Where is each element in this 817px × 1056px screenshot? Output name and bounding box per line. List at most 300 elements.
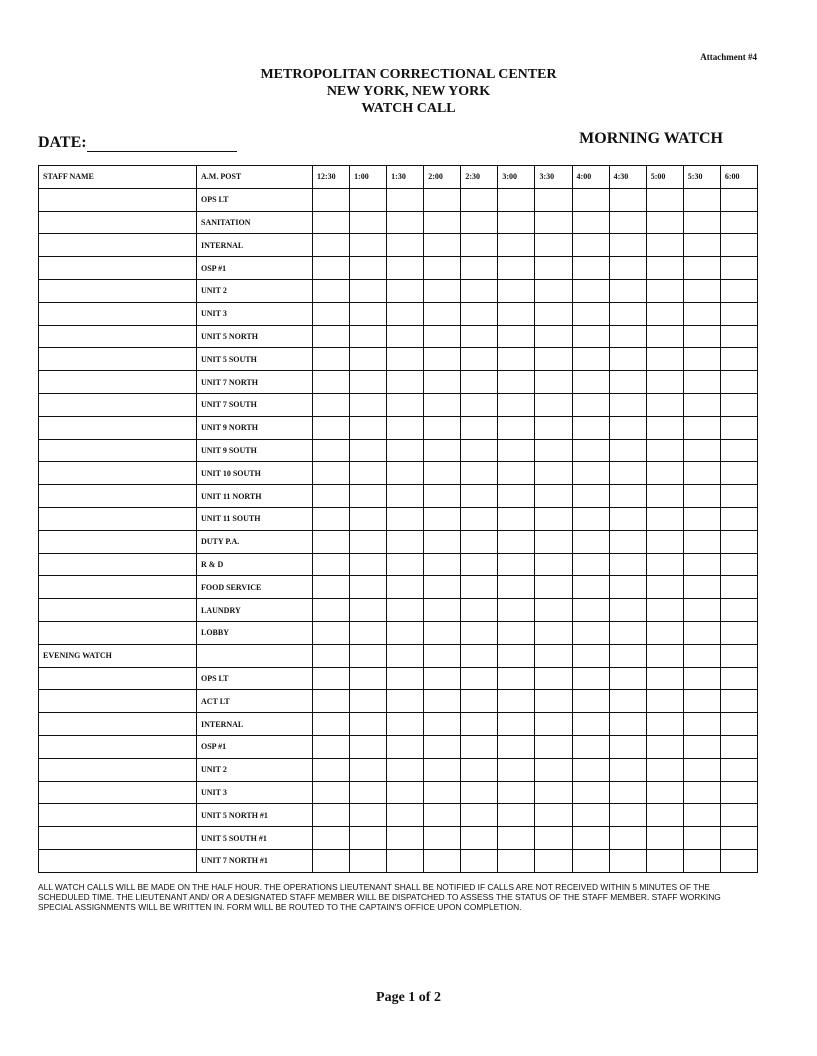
time-check-cell[interactable] xyxy=(646,553,683,576)
time-check-cell[interactable] xyxy=(350,690,387,713)
time-check-cell[interactable] xyxy=(720,735,757,758)
time-check-cell[interactable] xyxy=(387,530,424,553)
time-check-cell[interactable] xyxy=(387,827,424,850)
time-check-cell[interactable] xyxy=(350,553,387,576)
time-check-cell[interactable] xyxy=(572,599,609,622)
time-check-cell[interactable] xyxy=(609,690,646,713)
time-check-cell[interactable] xyxy=(535,279,572,302)
time-check-cell[interactable] xyxy=(535,439,572,462)
time-check-cell[interactable] xyxy=(646,713,683,736)
time-check-cell[interactable] xyxy=(350,234,387,257)
time-check-cell[interactable] xyxy=(683,690,720,713)
time-check-cell[interactable] xyxy=(535,371,572,394)
staff-name-cell[interactable] xyxy=(39,416,197,439)
time-check-cell[interactable] xyxy=(424,416,461,439)
time-check-cell[interactable] xyxy=(683,530,720,553)
time-check-cell[interactable] xyxy=(461,257,498,280)
time-check-cell[interactable] xyxy=(424,804,461,827)
time-check-cell[interactable] xyxy=(572,553,609,576)
time-check-cell[interactable] xyxy=(609,325,646,348)
time-check-cell[interactable] xyxy=(313,393,350,416)
time-check-cell[interactable] xyxy=(535,621,572,644)
staff-name-cell[interactable] xyxy=(39,211,197,234)
time-check-cell[interactable] xyxy=(646,416,683,439)
time-check-cell[interactable] xyxy=(535,257,572,280)
time-check-cell[interactable] xyxy=(498,416,535,439)
time-check-cell[interactable] xyxy=(461,849,498,872)
time-check-cell[interactable] xyxy=(461,667,498,690)
time-check-cell[interactable] xyxy=(609,644,646,667)
time-check-cell[interactable] xyxy=(535,690,572,713)
time-check-cell[interactable] xyxy=(461,781,498,804)
time-check-cell[interactable] xyxy=(498,621,535,644)
time-check-cell[interactable] xyxy=(646,690,683,713)
time-check-cell[interactable] xyxy=(572,257,609,280)
time-check-cell[interactable] xyxy=(720,781,757,804)
time-check-cell[interactable] xyxy=(609,416,646,439)
time-check-cell[interactable] xyxy=(498,393,535,416)
staff-name-cell[interactable] xyxy=(39,234,197,257)
time-check-cell[interactable] xyxy=(387,644,424,667)
time-check-cell[interactable] xyxy=(424,279,461,302)
time-check-cell[interactable] xyxy=(683,416,720,439)
time-check-cell[interactable] xyxy=(387,599,424,622)
time-check-cell[interactable] xyxy=(350,485,387,508)
time-check-cell[interactable] xyxy=(646,485,683,508)
time-check-cell[interactable] xyxy=(387,211,424,234)
time-check-cell[interactable] xyxy=(350,576,387,599)
time-check-cell[interactable] xyxy=(720,188,757,211)
time-check-cell[interactable] xyxy=(535,211,572,234)
time-check-cell[interactable] xyxy=(387,188,424,211)
time-check-cell[interactable] xyxy=(683,553,720,576)
staff-name-cell[interactable] xyxy=(39,553,197,576)
time-check-cell[interactable] xyxy=(720,690,757,713)
time-check-cell[interactable] xyxy=(387,348,424,371)
time-check-cell[interactable] xyxy=(387,576,424,599)
time-check-cell[interactable] xyxy=(683,849,720,872)
time-check-cell[interactable] xyxy=(387,735,424,758)
time-check-cell[interactable] xyxy=(720,827,757,850)
time-check-cell[interactable] xyxy=(498,302,535,325)
time-check-cell[interactable] xyxy=(683,279,720,302)
time-check-cell[interactable] xyxy=(461,576,498,599)
time-check-cell[interactable] xyxy=(720,257,757,280)
time-check-cell[interactable] xyxy=(461,416,498,439)
time-check-cell[interactable] xyxy=(313,690,350,713)
staff-name-cell[interactable] xyxy=(39,257,197,280)
time-check-cell[interactable] xyxy=(720,507,757,530)
time-check-cell[interactable] xyxy=(683,735,720,758)
time-check-cell[interactable] xyxy=(498,348,535,371)
time-check-cell[interactable] xyxy=(498,781,535,804)
time-check-cell[interactable] xyxy=(683,507,720,530)
time-check-cell[interactable] xyxy=(572,325,609,348)
time-check-cell[interactable] xyxy=(535,188,572,211)
time-check-cell[interactable] xyxy=(683,371,720,394)
time-check-cell[interactable] xyxy=(350,462,387,485)
time-check-cell[interactable] xyxy=(424,348,461,371)
time-check-cell[interactable] xyxy=(424,507,461,530)
time-check-cell[interactable] xyxy=(683,599,720,622)
time-check-cell[interactable] xyxy=(535,804,572,827)
time-check-cell[interactable] xyxy=(313,804,350,827)
time-check-cell[interactable] xyxy=(720,234,757,257)
time-check-cell[interactable] xyxy=(498,713,535,736)
time-check-cell[interactable] xyxy=(646,827,683,850)
time-check-cell[interactable] xyxy=(461,371,498,394)
time-check-cell[interactable] xyxy=(313,325,350,348)
time-check-cell[interactable] xyxy=(350,530,387,553)
time-check-cell[interactable] xyxy=(461,485,498,508)
time-check-cell[interactable] xyxy=(720,804,757,827)
time-check-cell[interactable] xyxy=(350,439,387,462)
time-check-cell[interactable] xyxy=(535,667,572,690)
time-check-cell[interactable] xyxy=(535,781,572,804)
time-check-cell[interactable] xyxy=(720,302,757,325)
time-check-cell[interactable] xyxy=(646,667,683,690)
time-check-cell[interactable] xyxy=(720,439,757,462)
time-check-cell[interactable] xyxy=(387,439,424,462)
time-check-cell[interactable] xyxy=(313,302,350,325)
time-check-cell[interactable] xyxy=(572,188,609,211)
time-check-cell[interactable] xyxy=(535,234,572,257)
time-check-cell[interactable] xyxy=(646,234,683,257)
time-check-cell[interactable] xyxy=(535,393,572,416)
time-check-cell[interactable] xyxy=(609,439,646,462)
time-check-cell[interactable] xyxy=(498,690,535,713)
time-check-cell[interactable] xyxy=(350,667,387,690)
time-check-cell[interactable] xyxy=(720,713,757,736)
time-check-cell[interactable] xyxy=(572,393,609,416)
time-check-cell[interactable] xyxy=(683,667,720,690)
time-check-cell[interactable] xyxy=(572,576,609,599)
time-check-cell[interactable] xyxy=(609,781,646,804)
time-check-cell[interactable] xyxy=(424,302,461,325)
time-check-cell[interactable] xyxy=(683,439,720,462)
time-check-cell[interactable] xyxy=(350,279,387,302)
time-check-cell[interactable] xyxy=(609,758,646,781)
time-check-cell[interactable] xyxy=(683,644,720,667)
time-check-cell[interactable] xyxy=(424,827,461,850)
time-check-cell[interactable] xyxy=(498,849,535,872)
time-check-cell[interactable] xyxy=(683,302,720,325)
time-check-cell[interactable] xyxy=(350,735,387,758)
staff-name-cell[interactable] xyxy=(39,758,197,781)
time-check-cell[interactable] xyxy=(350,644,387,667)
time-check-cell[interactable] xyxy=(572,416,609,439)
staff-name-cell[interactable] xyxy=(39,690,197,713)
time-check-cell[interactable] xyxy=(424,758,461,781)
time-check-cell[interactable] xyxy=(720,462,757,485)
time-check-cell[interactable] xyxy=(498,599,535,622)
time-check-cell[interactable] xyxy=(683,781,720,804)
time-check-cell[interactable] xyxy=(572,485,609,508)
staff-name-cell[interactable] xyxy=(39,279,197,302)
time-check-cell[interactable] xyxy=(535,325,572,348)
time-check-cell[interactable] xyxy=(461,804,498,827)
time-check-cell[interactable] xyxy=(498,553,535,576)
time-check-cell[interactable] xyxy=(313,439,350,462)
time-check-cell[interactable] xyxy=(461,690,498,713)
time-check-cell[interactable] xyxy=(313,257,350,280)
time-check-cell[interactable] xyxy=(609,234,646,257)
time-check-cell[interactable] xyxy=(720,325,757,348)
time-check-cell[interactable] xyxy=(720,485,757,508)
time-check-cell[interactable] xyxy=(646,849,683,872)
staff-name-cell[interactable] xyxy=(39,713,197,736)
time-check-cell[interactable] xyxy=(646,371,683,394)
time-check-cell[interactable] xyxy=(609,302,646,325)
time-check-cell[interactable] xyxy=(387,257,424,280)
time-check-cell[interactable] xyxy=(424,485,461,508)
time-check-cell[interactable] xyxy=(683,188,720,211)
time-check-cell[interactable] xyxy=(350,827,387,850)
time-check-cell[interactable] xyxy=(424,211,461,234)
time-check-cell[interactable] xyxy=(461,348,498,371)
time-check-cell[interactable] xyxy=(646,348,683,371)
time-check-cell[interactable] xyxy=(572,849,609,872)
time-check-cell[interactable] xyxy=(609,827,646,850)
time-check-cell[interactable] xyxy=(350,257,387,280)
time-check-cell[interactable] xyxy=(313,211,350,234)
time-check-cell[interactable] xyxy=(424,530,461,553)
time-check-cell[interactable] xyxy=(535,553,572,576)
time-check-cell[interactable] xyxy=(387,485,424,508)
time-check-cell[interactable] xyxy=(461,735,498,758)
time-check-cell[interactable] xyxy=(387,371,424,394)
time-check-cell[interactable] xyxy=(350,325,387,348)
time-check-cell[interactable] xyxy=(461,713,498,736)
time-check-cell[interactable] xyxy=(313,530,350,553)
time-check-cell[interactable] xyxy=(498,211,535,234)
time-check-cell[interactable] xyxy=(572,530,609,553)
time-check-cell[interactable] xyxy=(572,644,609,667)
time-check-cell[interactable] xyxy=(461,621,498,644)
time-check-cell[interactable] xyxy=(609,507,646,530)
time-check-cell[interactable] xyxy=(424,393,461,416)
time-check-cell[interactable] xyxy=(535,849,572,872)
time-check-cell[interactable] xyxy=(424,849,461,872)
time-check-cell[interactable] xyxy=(646,507,683,530)
time-check-cell[interactable] xyxy=(683,621,720,644)
time-check-cell[interactable] xyxy=(572,667,609,690)
time-check-cell[interactable] xyxy=(535,416,572,439)
time-check-cell[interactable] xyxy=(424,576,461,599)
time-check-cell[interactable] xyxy=(313,599,350,622)
time-check-cell[interactable] xyxy=(424,713,461,736)
time-check-cell[interactable] xyxy=(535,302,572,325)
time-check-cell[interactable] xyxy=(609,530,646,553)
time-check-cell[interactable] xyxy=(424,257,461,280)
time-check-cell[interactable] xyxy=(683,348,720,371)
time-check-cell[interactable] xyxy=(683,325,720,348)
time-check-cell[interactable] xyxy=(646,257,683,280)
time-check-cell[interactable] xyxy=(609,485,646,508)
time-check-cell[interactable] xyxy=(424,553,461,576)
time-check-cell[interactable] xyxy=(387,690,424,713)
time-check-cell[interactable] xyxy=(535,758,572,781)
time-check-cell[interactable] xyxy=(646,644,683,667)
staff-name-cell[interactable] xyxy=(39,530,197,553)
staff-name-cell[interactable] xyxy=(39,849,197,872)
time-check-cell[interactable] xyxy=(387,234,424,257)
time-check-cell[interactable] xyxy=(350,302,387,325)
time-check-cell[interactable] xyxy=(350,393,387,416)
time-check-cell[interactable] xyxy=(720,279,757,302)
time-check-cell[interactable] xyxy=(572,781,609,804)
time-check-cell[interactable] xyxy=(646,758,683,781)
time-check-cell[interactable] xyxy=(350,599,387,622)
staff-name-cell[interactable] xyxy=(39,462,197,485)
time-check-cell[interactable] xyxy=(461,599,498,622)
time-check-cell[interactable] xyxy=(498,439,535,462)
time-check-cell[interactable] xyxy=(461,279,498,302)
time-check-cell[interactable] xyxy=(572,348,609,371)
time-check-cell[interactable] xyxy=(313,553,350,576)
time-check-cell[interactable] xyxy=(461,827,498,850)
time-check-cell[interactable] xyxy=(535,530,572,553)
time-check-cell[interactable] xyxy=(498,279,535,302)
time-check-cell[interactable] xyxy=(646,576,683,599)
time-check-cell[interactable] xyxy=(313,462,350,485)
time-check-cell[interactable] xyxy=(461,530,498,553)
time-check-cell[interactable] xyxy=(424,462,461,485)
time-check-cell[interactable] xyxy=(720,553,757,576)
time-check-cell[interactable] xyxy=(498,827,535,850)
time-check-cell[interactable] xyxy=(498,804,535,827)
time-check-cell[interactable] xyxy=(683,462,720,485)
time-check-cell[interactable] xyxy=(572,713,609,736)
staff-name-cell[interactable] xyxy=(39,302,197,325)
staff-name-cell[interactable] xyxy=(39,188,197,211)
time-check-cell[interactable] xyxy=(535,462,572,485)
time-check-cell[interactable] xyxy=(646,530,683,553)
time-check-cell[interactable] xyxy=(387,507,424,530)
staff-name-cell[interactable] xyxy=(39,325,197,348)
time-check-cell[interactable] xyxy=(720,621,757,644)
staff-name-cell[interactable] xyxy=(39,804,197,827)
time-check-cell[interactable] xyxy=(350,804,387,827)
time-check-cell[interactable] xyxy=(609,621,646,644)
time-check-cell[interactable] xyxy=(535,713,572,736)
time-check-cell[interactable] xyxy=(646,325,683,348)
time-check-cell[interactable] xyxy=(609,348,646,371)
time-check-cell[interactable] xyxy=(387,621,424,644)
time-check-cell[interactable] xyxy=(646,393,683,416)
time-check-cell[interactable] xyxy=(313,576,350,599)
time-check-cell[interactable] xyxy=(424,690,461,713)
time-check-cell[interactable] xyxy=(498,485,535,508)
time-check-cell[interactable] xyxy=(313,371,350,394)
time-check-cell[interactable] xyxy=(572,827,609,850)
time-check-cell[interactable] xyxy=(683,234,720,257)
time-check-cell[interactable] xyxy=(646,804,683,827)
time-check-cell[interactable] xyxy=(572,621,609,644)
time-check-cell[interactable] xyxy=(646,188,683,211)
time-check-cell[interactable] xyxy=(720,576,757,599)
staff-name-cell[interactable] xyxy=(39,507,197,530)
time-check-cell[interactable] xyxy=(313,713,350,736)
time-check-cell[interactable] xyxy=(572,439,609,462)
time-check-cell[interactable] xyxy=(313,827,350,850)
time-check-cell[interactable] xyxy=(387,804,424,827)
time-check-cell[interactable] xyxy=(350,371,387,394)
time-check-cell[interactable] xyxy=(720,599,757,622)
time-check-cell[interactable] xyxy=(535,576,572,599)
staff-name-cell[interactable] xyxy=(39,667,197,690)
time-check-cell[interactable] xyxy=(313,485,350,508)
time-check-cell[interactable] xyxy=(572,371,609,394)
time-check-cell[interactable] xyxy=(609,667,646,690)
time-check-cell[interactable] xyxy=(461,188,498,211)
time-check-cell[interactable] xyxy=(424,325,461,348)
staff-name-cell[interactable] xyxy=(39,827,197,850)
time-check-cell[interactable] xyxy=(720,348,757,371)
time-check-cell[interactable] xyxy=(720,211,757,234)
time-check-cell[interactable] xyxy=(535,348,572,371)
time-check-cell[interactable] xyxy=(313,644,350,667)
time-check-cell[interactable] xyxy=(424,188,461,211)
time-check-cell[interactable] xyxy=(424,234,461,257)
time-check-cell[interactable] xyxy=(646,302,683,325)
time-check-cell[interactable] xyxy=(683,485,720,508)
time-check-cell[interactable] xyxy=(720,667,757,690)
time-check-cell[interactable] xyxy=(350,188,387,211)
time-check-cell[interactable] xyxy=(572,462,609,485)
time-check-cell[interactable] xyxy=(461,393,498,416)
time-check-cell[interactable] xyxy=(350,348,387,371)
time-check-cell[interactable] xyxy=(572,302,609,325)
time-check-cell[interactable] xyxy=(313,507,350,530)
time-check-cell[interactable] xyxy=(313,234,350,257)
time-check-cell[interactable] xyxy=(350,211,387,234)
time-check-cell[interactable] xyxy=(646,279,683,302)
time-check-cell[interactable] xyxy=(609,735,646,758)
time-check-cell[interactable] xyxy=(350,507,387,530)
time-check-cell[interactable] xyxy=(572,804,609,827)
staff-name-cell[interactable] xyxy=(39,621,197,644)
time-check-cell[interactable] xyxy=(572,211,609,234)
time-check-cell[interactable] xyxy=(720,849,757,872)
time-check-cell[interactable] xyxy=(313,781,350,804)
time-check-cell[interactable] xyxy=(498,325,535,348)
time-check-cell[interactable] xyxy=(683,211,720,234)
time-check-cell[interactable] xyxy=(720,416,757,439)
time-check-cell[interactable] xyxy=(572,279,609,302)
time-check-cell[interactable] xyxy=(498,371,535,394)
time-check-cell[interactable] xyxy=(313,279,350,302)
time-check-cell[interactable] xyxy=(683,713,720,736)
time-check-cell[interactable] xyxy=(350,416,387,439)
time-check-cell[interactable] xyxy=(498,576,535,599)
time-check-cell[interactable] xyxy=(424,667,461,690)
time-check-cell[interactable] xyxy=(461,325,498,348)
time-check-cell[interactable] xyxy=(646,462,683,485)
time-check-cell[interactable] xyxy=(646,735,683,758)
time-check-cell[interactable] xyxy=(461,553,498,576)
time-check-cell[interactable] xyxy=(609,371,646,394)
time-check-cell[interactable] xyxy=(461,507,498,530)
time-check-cell[interactable] xyxy=(461,462,498,485)
time-check-cell[interactable] xyxy=(387,462,424,485)
time-check-cell[interactable] xyxy=(387,758,424,781)
time-check-cell[interactable] xyxy=(313,416,350,439)
time-check-cell[interactable] xyxy=(498,257,535,280)
time-check-cell[interactable] xyxy=(720,371,757,394)
time-check-cell[interactable] xyxy=(535,507,572,530)
time-check-cell[interactable] xyxy=(424,644,461,667)
